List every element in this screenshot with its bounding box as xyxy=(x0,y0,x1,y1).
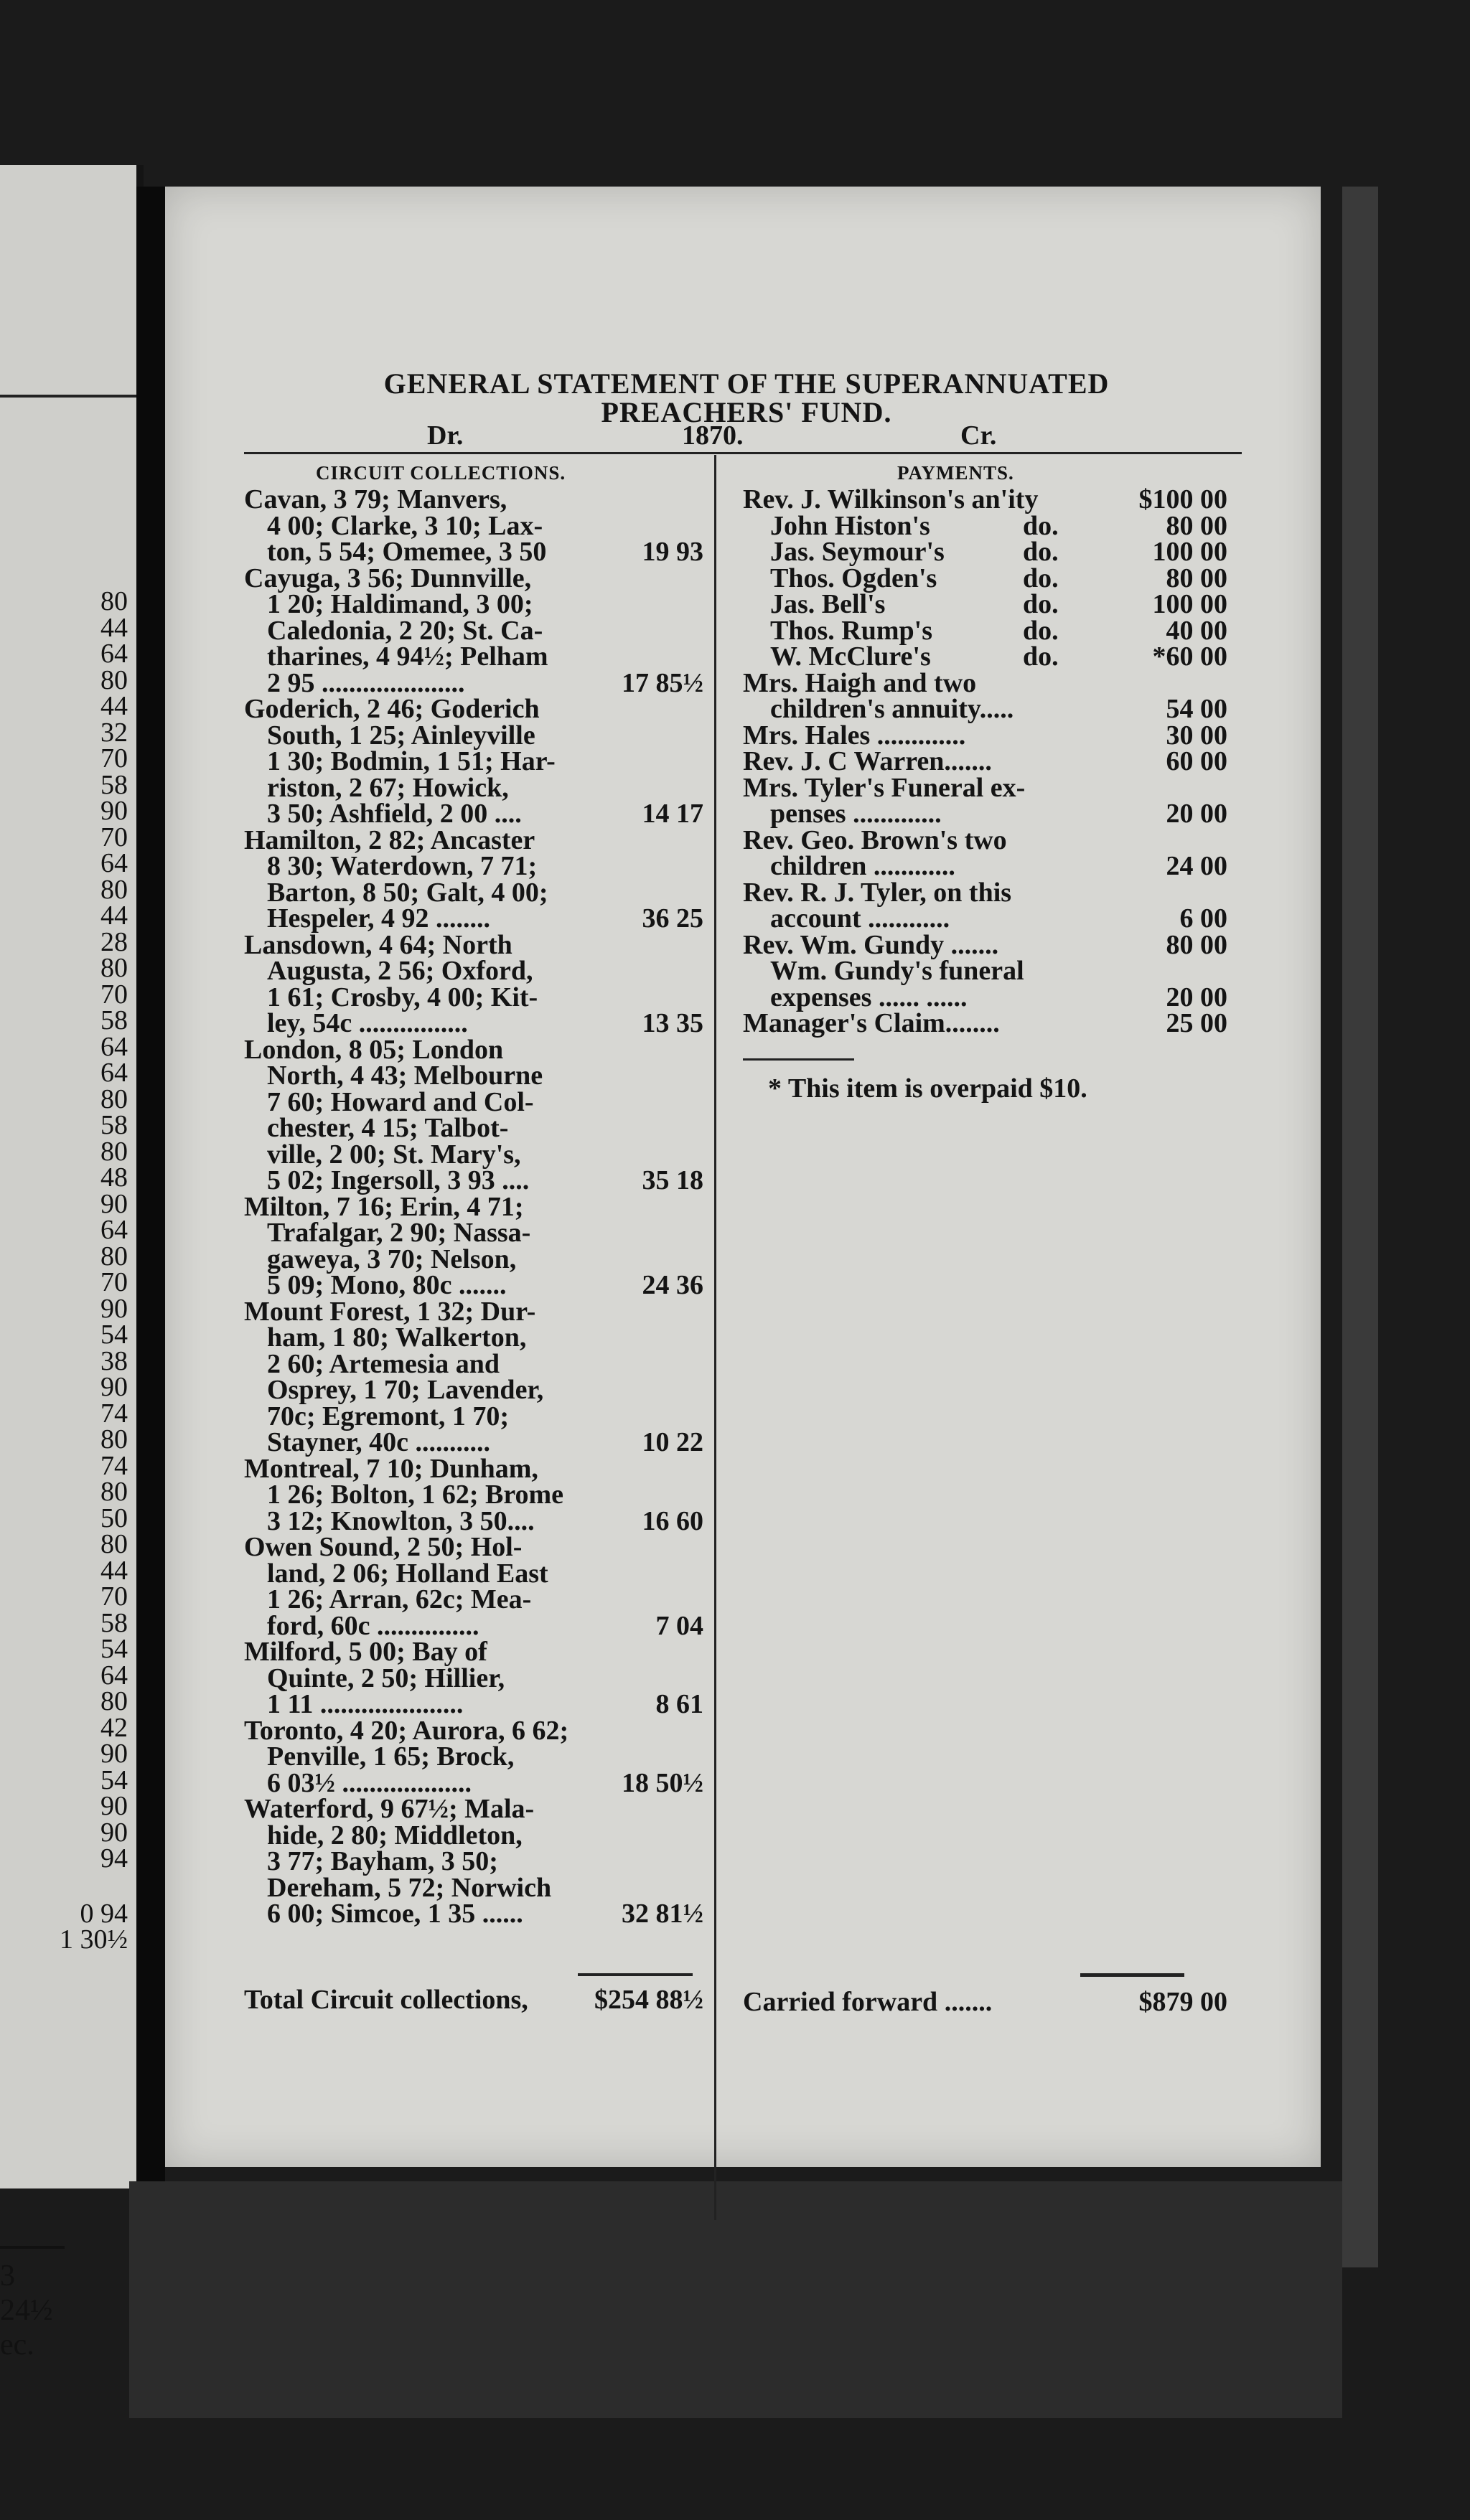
margin-figure: 90 xyxy=(100,1372,128,1402)
header-rule xyxy=(244,452,1242,454)
margin-figure: 80 xyxy=(100,1136,128,1167)
payment-amount: 80 00 xyxy=(1166,563,1227,593)
collection-amount: 24 36 xyxy=(642,1270,703,1300)
margin-figure: 80 xyxy=(100,1424,128,1454)
margin-figure: 28 xyxy=(100,926,128,957)
margin-figure: 58 xyxy=(100,1607,128,1638)
margin-figure: 58 xyxy=(100,769,128,800)
collection-text: Cayuga, 3 56; Dunnville, xyxy=(244,563,532,593)
margin-figure: 64 xyxy=(100,1660,128,1691)
collection-text: Milton, 7 16; Erin, 4 71; xyxy=(244,1191,524,1222)
page-title xyxy=(294,367,1199,428)
margin-figure: 58 xyxy=(100,1005,128,1035)
payment-text: Thos. Ogden's xyxy=(770,563,937,593)
payment-text: Jas. Bell's xyxy=(770,589,886,619)
collection-text: gaweya, 3 70; Nelson, xyxy=(267,1243,517,1274)
collection-amount: 36 25 xyxy=(642,903,703,934)
margin-figure: 90 xyxy=(100,1293,128,1324)
circuit-collections-list xyxy=(244,486,703,1927)
collection-amount: 17 85½ xyxy=(622,667,703,698)
margin-figure: 80 xyxy=(100,1529,128,1559)
collection-text: Lansdown, 4 64; North xyxy=(244,929,512,960)
note-rule xyxy=(743,1058,854,1061)
margin-figure: 50 xyxy=(100,1503,128,1533)
payment-text: account ............ xyxy=(770,903,950,934)
payment-amount: $100 00 xyxy=(1138,484,1227,514)
collection-text: 3 12; Knowlton, 3 50.... xyxy=(267,1505,535,1536)
collection-text: Mount Forest, 1 32; Dur- xyxy=(244,1296,536,1327)
margin-figure: 80 xyxy=(100,953,128,983)
collection-line xyxy=(244,984,703,1011)
collection-text: 6 00; Simcoe, 1 35 ...... xyxy=(267,1899,523,1929)
collection-amount: 19 93 xyxy=(642,537,703,567)
collection-amount: 13 35 xyxy=(642,1008,703,1038)
collection-line xyxy=(244,1063,703,1089)
collection-text: ton, 5 54; Omemee, 3 50 xyxy=(267,537,547,567)
collection-text: 1 61; Crosby, 4 00; Kit- xyxy=(267,982,538,1012)
overpaid-note: * This item is overpaid $10. xyxy=(768,1073,1087,1104)
collection-text: Cavan, 3 79; Manvers, xyxy=(244,484,507,514)
collection-amount: 35 18 xyxy=(642,1165,703,1195)
margin-figure: 48 xyxy=(100,1162,128,1193)
payment-line xyxy=(743,510,1227,541)
payment-line xyxy=(743,641,1227,672)
margin-figure: 80 xyxy=(100,874,128,905)
payment-text: Rev. J. Wilkinson's an'ity xyxy=(743,484,1039,514)
margin-figure: 80 xyxy=(100,1686,128,1716)
collection-line xyxy=(244,1796,703,1823)
collection-line xyxy=(244,1272,703,1299)
payment-amount: 20 00 xyxy=(1166,982,1227,1012)
payment-line xyxy=(743,877,1227,908)
collection-line xyxy=(244,1665,703,1692)
collection-text: Augusta, 2 56; Oxford, xyxy=(267,956,533,986)
margin-figure: 44 xyxy=(100,1555,128,1586)
collection-line xyxy=(244,1715,703,1746)
collection-line xyxy=(244,486,703,513)
total-collections-row xyxy=(244,1984,703,2016)
total-rule-right xyxy=(1080,1973,1184,1977)
margin-figure: 80 xyxy=(100,664,128,695)
collection-line xyxy=(244,1586,703,1613)
margin-figure: 80 xyxy=(100,1083,128,1114)
margin-figure: 64 xyxy=(100,639,128,669)
payment-ditto: do. xyxy=(1023,641,1059,672)
collection-line xyxy=(244,1191,703,1222)
payment-text: Wm. Gundy's funeral xyxy=(770,956,1024,986)
title-line-2: PREACHERS' FUND. xyxy=(601,396,892,428)
collection-amount: 32 81½ xyxy=(622,1899,703,1929)
payment-line xyxy=(743,824,1227,855)
collection-text: 1 11 ..................... xyxy=(267,1689,464,1719)
collection-line xyxy=(244,1534,703,1561)
title-line-1: GENERAL STATEMENT OF THE SUPERANNUATED xyxy=(383,367,1110,400)
collection-amount: 8 61 xyxy=(655,1689,703,1719)
collection-text: Stayner, 40c ........... xyxy=(267,1427,491,1457)
collection-text: hide, 2 80; Middleton, xyxy=(267,1820,523,1851)
collection-amount: 7 04 xyxy=(655,1610,703,1641)
payment-amount: 25 00 xyxy=(1166,1008,1227,1038)
payment-line xyxy=(743,958,1227,984)
collection-line xyxy=(244,720,703,751)
margin-figure: 90 xyxy=(100,1188,128,1219)
payment-line xyxy=(743,667,1227,698)
payment-line xyxy=(743,615,1227,646)
margin-figure: 90 xyxy=(100,796,128,826)
collection-line xyxy=(244,1691,703,1718)
collection-line xyxy=(244,903,703,934)
previous-page-total xyxy=(0,2246,72,2362)
collection-text: ville, 2 00; St. Mary's, xyxy=(267,1139,521,1170)
margin-figure: 42 xyxy=(100,1712,128,1743)
collection-line xyxy=(244,1820,703,1851)
collection-text: Toronto, 4 20; Aurora, 6 62; xyxy=(244,1715,569,1746)
collection-line xyxy=(244,1401,703,1431)
margin-figure: 70 xyxy=(100,979,128,1010)
collection-text: 3 77; Bayham, 3 50; xyxy=(267,1846,498,1876)
margin-figure: 70 xyxy=(100,743,128,774)
page-stack-edge xyxy=(129,2181,1342,2418)
collection-text: Montreal, 7 10; Dunham, xyxy=(244,1453,538,1484)
margin-figure: 0 94 xyxy=(80,1898,128,1929)
total-rule-left xyxy=(578,1973,693,1976)
collection-text: 1 30; Bodmin, 1 51; Har- xyxy=(267,746,556,776)
collections-heading: CIRCUIT COLLECTIONS. xyxy=(316,462,566,484)
collection-text: Hespeler, 4 92 ........ xyxy=(267,903,491,934)
payment-amount: 6 00 xyxy=(1179,903,1227,934)
carried-forward-label: Carried forward ....... xyxy=(743,1987,993,2017)
payment-line xyxy=(743,696,1227,723)
collection-text: 2 60; Artemesia and xyxy=(267,1348,500,1379)
collection-line xyxy=(244,1767,703,1798)
margin-figure: 38 xyxy=(100,1345,128,1376)
margin-figure: 54 xyxy=(100,1320,128,1350)
collection-line xyxy=(244,1010,703,1037)
payment-text: Rev. R. J. Tyler, on this xyxy=(743,877,1012,908)
collection-line xyxy=(244,591,703,618)
payment-ditto: do. xyxy=(1023,615,1059,646)
collection-text: ley, 54c ................ xyxy=(267,1008,468,1038)
collection-line xyxy=(244,1558,703,1589)
payment-amount: 60 00 xyxy=(1166,746,1227,776)
margin-figure: 58 xyxy=(100,1110,128,1140)
collection-line xyxy=(244,1086,703,1117)
payment-ditto: do. xyxy=(1023,537,1059,567)
collection-text: Quinte, 2 50; Hillier, xyxy=(267,1663,505,1693)
payment-amount: 30 00 xyxy=(1166,720,1227,751)
margin-figure: 80 xyxy=(100,1241,128,1271)
margin-figure: 80 xyxy=(100,1477,128,1507)
collection-line xyxy=(244,1322,703,1353)
collection-line xyxy=(244,510,703,541)
margin-figure: 74 xyxy=(100,1398,128,1429)
payment-line xyxy=(743,853,1227,880)
collection-amount: 18 50½ xyxy=(622,1767,703,1798)
payment-line xyxy=(743,1010,1227,1037)
collection-line xyxy=(244,1377,703,1404)
collection-line xyxy=(244,641,703,672)
debit-credit-header xyxy=(165,420,1321,451)
collection-text: Caledonia, 2 20; St. Ca- xyxy=(267,615,543,646)
payment-line xyxy=(743,929,1227,960)
payment-text: W. McClure's xyxy=(770,641,931,672)
previous-total-amount: 3 24½ xyxy=(0,2260,53,2327)
collection-line xyxy=(244,1639,703,1665)
margin-figure: 90 xyxy=(100,1817,128,1848)
payment-line xyxy=(743,748,1227,775)
collection-line xyxy=(244,1296,703,1327)
collection-line xyxy=(244,539,703,565)
payment-line xyxy=(743,772,1227,803)
collection-line xyxy=(244,696,703,723)
margin-figure: 90 xyxy=(100,1791,128,1821)
collection-text: 8 30; Waterdown, 7 71; xyxy=(267,851,538,881)
collection-text: 3 50; Ashfield, 2 00 .... xyxy=(267,799,522,829)
collection-amount: 16 60 xyxy=(642,1505,703,1536)
collection-text: Owen Sound, 2 50; Hol- xyxy=(244,1532,523,1562)
collection-line xyxy=(244,748,703,775)
payment-text: expenses ...... ...... xyxy=(770,982,968,1012)
collection-line xyxy=(244,853,703,880)
payment-text: penses ............. xyxy=(770,799,942,829)
payment-amount: 24 00 xyxy=(1166,851,1227,881)
collection-line xyxy=(244,1872,703,1903)
collection-line xyxy=(244,1505,703,1536)
margin-figure: 1 30½ xyxy=(60,1924,128,1955)
collection-text: land, 2 06; Holland East xyxy=(267,1558,548,1589)
payment-line xyxy=(743,984,1227,1011)
payment-amount: 20 00 xyxy=(1166,799,1227,829)
payment-text: Thos. Rump's xyxy=(770,615,932,646)
margin-figure: 44 xyxy=(100,901,128,931)
payment-amount: 80 00 xyxy=(1166,510,1227,541)
collection-text: 2 95 ..................... xyxy=(267,667,465,698)
collection-line xyxy=(244,1115,703,1142)
collection-line xyxy=(244,1167,703,1194)
collection-text: Waterford, 9 67½; Mala- xyxy=(244,1794,535,1824)
collection-text: 5 02; Ingersoll, 3 93 .... xyxy=(267,1165,530,1195)
margin-figure: 44 xyxy=(100,691,128,721)
page-stack-right xyxy=(1342,187,1378,2267)
collection-text: 4 00; Clarke, 3 10; Lax- xyxy=(267,510,543,541)
collection-line xyxy=(244,1429,703,1456)
margin-figure: 70 xyxy=(100,1267,128,1297)
payments-heading: PAYMENTS. xyxy=(897,462,1014,484)
collection-text: chester, 4 15; Talbot- xyxy=(267,1113,509,1143)
collection-text: 5 09; Mono, 80c ....... xyxy=(267,1270,507,1300)
collection-text: North, 4 43; Melbourne xyxy=(267,1061,543,1091)
payment-amount: 100 00 xyxy=(1152,589,1227,619)
margin-figure: 54 xyxy=(100,1634,128,1664)
collection-line xyxy=(244,1348,703,1379)
carried-forward-row xyxy=(743,1986,1227,2018)
collection-text: riston, 2 67; Howick, xyxy=(267,772,509,803)
total-collections-amount: $254 88½ xyxy=(594,1985,703,2015)
payment-amount: 80 00 xyxy=(1166,929,1227,960)
ledger-page xyxy=(165,187,1321,2167)
collection-line xyxy=(244,824,703,855)
margin-figure: 64 xyxy=(100,1215,128,1245)
margin-figure: 80 xyxy=(100,586,128,616)
total-collections-label: Total Circuit collections, xyxy=(244,1985,528,2015)
collection-text: 6 03½ ................... xyxy=(267,1767,472,1798)
collection-text: Milford, 5 00; Bay of xyxy=(244,1637,487,1667)
previous-total-label: ec. xyxy=(0,2328,34,2361)
payment-amount: 100 00 xyxy=(1152,537,1227,567)
payment-text: John Histon's xyxy=(770,510,930,541)
collection-line xyxy=(244,958,703,984)
margin-figure: 70 xyxy=(100,822,128,852)
payment-line xyxy=(743,720,1227,751)
margin-figure: 64 xyxy=(100,848,128,878)
payment-text: Mrs. Hales ............. xyxy=(743,720,966,751)
payment-ditto: do. xyxy=(1023,510,1059,541)
payment-line xyxy=(743,565,1227,592)
collection-text: London, 8 05; London xyxy=(244,1034,504,1065)
column-divider xyxy=(714,455,716,2220)
collection-line xyxy=(244,1034,703,1065)
margin-figure: 64 xyxy=(100,1031,128,1062)
payment-ditto: do. xyxy=(1023,589,1059,619)
previous-page-figures xyxy=(49,588,128,1953)
payment-ditto: do. xyxy=(1023,563,1059,593)
payments-list xyxy=(743,486,1227,1037)
collection-text: Penville, 1 65; Brock, xyxy=(267,1741,515,1772)
collection-line xyxy=(244,1139,703,1170)
payment-text: Mrs. Haigh and two xyxy=(743,667,977,698)
margin-figure: 90 xyxy=(100,1739,128,1769)
margin-figure: 32 xyxy=(100,717,128,748)
year-label: 1870. xyxy=(682,420,744,451)
payment-line xyxy=(743,486,1227,513)
collection-line xyxy=(244,929,703,960)
credit-label: Cr. xyxy=(960,420,997,451)
collection-text: Trafalgar, 2 90; Nassa- xyxy=(267,1218,531,1248)
collection-text: 7 60; Howard and Col- xyxy=(267,1086,534,1117)
payment-text: Mrs. Tyler's Funeral ex- xyxy=(743,772,1026,803)
payment-amount: 40 00 xyxy=(1166,615,1227,646)
collection-text: 70c; Egremont, 1 70; xyxy=(267,1401,510,1431)
collection-line xyxy=(244,1610,703,1641)
collection-text: Osprey, 1 70; Lavender, xyxy=(267,1375,544,1405)
collection-text: Barton, 8 50; Galt, 4 00; xyxy=(267,877,548,908)
collection-text: 1 20; Haldimand, 3 00; xyxy=(267,589,533,619)
debit-label: Dr. xyxy=(427,420,464,451)
margin-figure: 54 xyxy=(100,1764,128,1795)
collection-text: 1 26; Bolton, 1 62; Brome xyxy=(267,1480,564,1510)
payment-text: children's annuity..... xyxy=(770,694,1014,724)
collection-line xyxy=(244,772,703,803)
collection-line xyxy=(244,667,703,698)
payment-line xyxy=(743,903,1227,934)
payment-amount: *60 00 xyxy=(1152,641,1227,672)
margin-figure: 64 xyxy=(100,1058,128,1088)
margin-figure: 94 xyxy=(100,1843,128,1873)
payment-text: Rev. Geo. Brown's two xyxy=(743,824,1007,855)
collection-text: South, 1 25; Ainleyville xyxy=(267,720,535,751)
book-spine xyxy=(136,187,165,2196)
payment-line xyxy=(743,539,1227,565)
margin-figure: 70 xyxy=(100,1581,128,1612)
collection-line xyxy=(244,801,703,827)
collection-line xyxy=(244,565,703,592)
collection-text: 1 26; Arran, 62c; Mea- xyxy=(267,1584,532,1614)
collection-text: Goderich, 2 46; Goderich xyxy=(244,694,540,724)
payment-text: Rev. Wm. Gundy ....... xyxy=(743,929,999,960)
collection-text: ham, 1 80; Walkerton, xyxy=(267,1322,527,1353)
payment-text: children ............ xyxy=(770,851,955,881)
collection-amount: 10 22 xyxy=(642,1427,703,1457)
margin-figure: 44 xyxy=(100,612,128,643)
carried-forward-amount: $879 00 xyxy=(1138,1987,1227,2017)
collection-line xyxy=(244,1741,703,1772)
collection-line xyxy=(244,1453,703,1484)
collection-text: Hamilton, 2 82; Ancaster xyxy=(244,824,535,855)
collection-line xyxy=(244,615,703,646)
payment-text: Rev. J. C Warren....... xyxy=(743,746,992,776)
collection-line xyxy=(244,1901,703,1927)
collection-line xyxy=(244,1848,703,1875)
payment-text: Manager's Claim........ xyxy=(743,1008,1000,1038)
collection-text: ford, 60c ............... xyxy=(267,1610,479,1641)
collection-amount: 14 17 xyxy=(642,799,703,829)
collection-line xyxy=(244,1243,703,1274)
collection-line xyxy=(244,877,703,908)
divider xyxy=(0,395,136,398)
payment-line xyxy=(743,591,1227,618)
collection-line xyxy=(244,1220,703,1246)
payment-line xyxy=(743,801,1227,827)
payment-text: Jas. Seymour's xyxy=(770,537,945,567)
previous-page-edge xyxy=(0,165,144,2361)
collection-line xyxy=(244,1482,703,1508)
margin-figure: 74 xyxy=(100,1450,128,1481)
collection-text: tharines, 4 94½; Pelham xyxy=(267,641,548,672)
collection-text: Dereham, 5 72; Norwich xyxy=(267,1872,552,1903)
payment-amount: 54 00 xyxy=(1166,694,1227,724)
